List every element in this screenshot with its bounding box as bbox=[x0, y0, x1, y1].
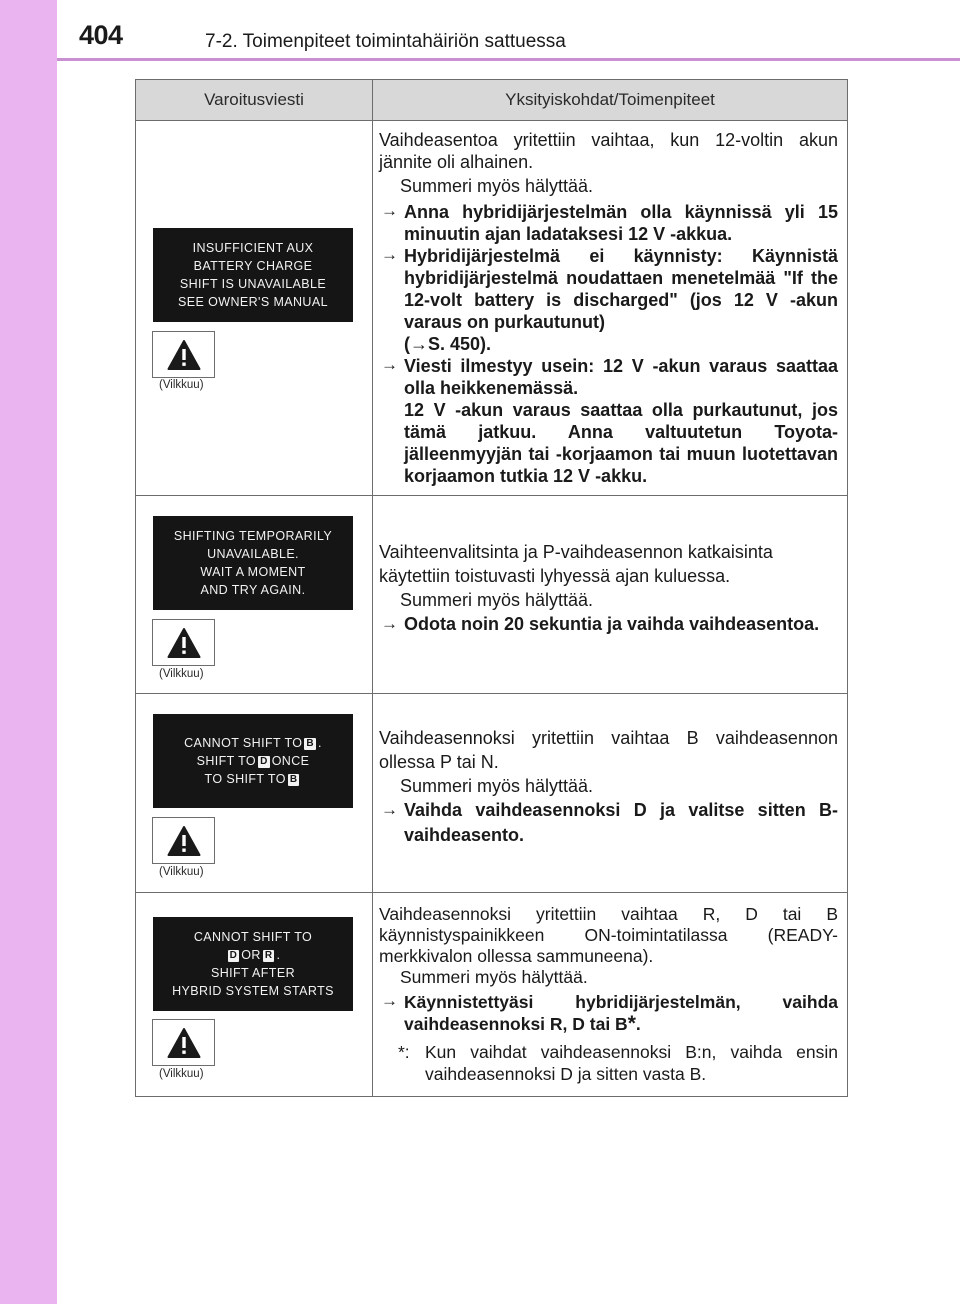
details-cell bbox=[373, 496, 848, 694]
screen-line: AND TRY AGAIN. bbox=[200, 583, 306, 597]
display-message-screen bbox=[153, 917, 353, 1011]
action-item: → Hybridijärjestelmä ei käynnisty: Käynnistä hybridijärjestelmä noudattaen menetelmää "If the 12-volt battery is discharged" (jos 12 V -akun varaus on purkautunut) (→S. 450). bbox=[381, 245, 838, 354]
action-item bbox=[379, 201, 838, 245]
display-message-screen bbox=[153, 714, 353, 808]
page-number: 404 bbox=[79, 20, 123, 50]
screen-line: CANNOT SHIFT TO bbox=[193, 930, 313, 944]
flashing-label: (Vilkkuu) bbox=[159, 379, 204, 391]
screen-line: INSUFFICIENT AUX bbox=[192, 241, 314, 255]
page-reference: S. 450). bbox=[428, 334, 492, 354]
screen-line: SHIFT AFTER bbox=[210, 966, 296, 980]
action-item bbox=[379, 612, 838, 637]
arrow-icon: → bbox=[381, 614, 398, 633]
screen-line: HYBRID SYSTEM STARTS bbox=[172, 984, 334, 998]
arrow-icon: → bbox=[381, 991, 398, 1010]
screen-text: SHIFT TO bbox=[196, 754, 257, 768]
footnote-text: Kun vaihdat vaihdeasennoksi B:n, vaihda ensin vaihdeasennoksi D ja sitten vasta B. bbox=[425, 1042, 838, 1084]
footnote-marker: *: bbox=[398, 1042, 410, 1062]
master-warning-icon-box bbox=[152, 331, 215, 378]
ref-arrow-icon: → bbox=[410, 334, 428, 354]
details-cell bbox=[373, 121, 848, 496]
buzzer-text: Summeri myös hälyttää. bbox=[400, 590, 594, 610]
warning-message-cell bbox=[136, 121, 373, 496]
warning-message-cell bbox=[136, 496, 373, 694]
side-color-strip bbox=[0, 0, 57, 1304]
table-row bbox=[136, 121, 848, 496]
arrow-icon: → bbox=[381, 800, 398, 819]
warning-triangle-icon bbox=[167, 627, 201, 659]
footnote bbox=[379, 1041, 838, 1085]
buzzer-text: Summeri myös hälyttää. bbox=[400, 967, 588, 987]
table-row bbox=[136, 893, 848, 1097]
warning-triangle-icon bbox=[167, 825, 201, 857]
gear-b-symbol: B bbox=[306, 738, 315, 749]
column-header-details: Yksityiskohdat/Toimenpiteet bbox=[373, 80, 848, 121]
warning-message-cell bbox=[136, 893, 373, 1097]
warning-triangle-icon bbox=[167, 1027, 201, 1059]
buzzer-text: Summeri myös hälyttää. bbox=[400, 176, 594, 196]
screen-text: OR bbox=[241, 948, 261, 962]
screen-line bbox=[153, 752, 353, 770]
table-row bbox=[136, 496, 848, 694]
screen-line: SEE OWNER'S MANUAL bbox=[178, 295, 328, 309]
gear-r-symbol: R bbox=[264, 950, 273, 961]
arrow-icon: → bbox=[381, 201, 398, 220]
description-text: Vaihteenvalitsinta ja P-vaihdeasennon katkaisinta käytettiin toistuvasti lyhyessä ajan kuluessa. bbox=[379, 542, 773, 586]
details-cell bbox=[373, 893, 848, 1097]
screen-line: SHIFT IS UNAVAILABLE bbox=[179, 277, 327, 291]
buzzer-text: Summeri myös hälyttää. bbox=[400, 776, 594, 796]
flashing-label: (Vilkkuu) bbox=[159, 1068, 204, 1080]
description-text: Vaihdeasennoksi yritettiin vaihtaa R, D tai B käynnistyspainikkeen ON-toimintatilassa (READY-merkkivalon ollessa sammuneena). bbox=[379, 904, 838, 966]
gear-d-symbol: D bbox=[260, 756, 268, 767]
warning-triangle-icon bbox=[167, 339, 201, 371]
footnote-star: * bbox=[627, 1012, 636, 1035]
warning-message-cell bbox=[136, 694, 373, 893]
arrow-icon: → bbox=[381, 355, 398, 374]
screen-text: . bbox=[318, 736, 322, 750]
description-text: Vaihdeasennoksi yritettiin vaihtaa B vaihdeasennon ollessa P tai N. bbox=[379, 728, 838, 772]
screen-text: TO SHIFT TO bbox=[204, 772, 286, 786]
screen-line bbox=[153, 770, 353, 788]
screen-line: UNAVAILABLE. bbox=[207, 547, 299, 561]
master-warning-icon-box bbox=[152, 619, 215, 666]
screen-line: BATTERY CHARGE bbox=[193, 259, 313, 273]
details-cell bbox=[373, 694, 848, 893]
header-rule bbox=[57, 58, 960, 61]
action-item bbox=[379, 798, 838, 848]
display-message-screen bbox=[153, 228, 353, 322]
gear-b-symbol: B bbox=[289, 774, 298, 785]
screen-line: SHIFTING TEMPORARILY bbox=[173, 529, 333, 543]
action-item: → Käynnistettyäsi hybridijärjestelmän, vaihda vaihdeasennoksi R, D tai B*. bbox=[381, 991, 838, 1035]
action-text: Vaihda vaihdeasennoksi D ja valitse sitten B-vaihdeasento. bbox=[404, 800, 838, 845]
gear-d-symbol: D bbox=[229, 950, 238, 961]
screen-text: ONCE bbox=[271, 754, 310, 768]
screen-text: . bbox=[276, 948, 281, 962]
column-header-warning: Varoitusviesti bbox=[136, 80, 373, 121]
action-text: 12 V -akun varaus saattaa olla purkautunut, jos tämä jatkuu. Anna valtuutetun Toyota-jälleenmyyjän tai -korjaamon tai muun luotettavan korjaamon tutkia 12 V -akku. bbox=[404, 400, 838, 486]
action-text: Anna hybridijärjestelmän olla käynnissä yli 15 minuutin ajan ladataksesi 12 V -akkua. bbox=[404, 202, 838, 244]
screen-text: CANNOT SHIFT TO bbox=[184, 736, 303, 750]
warning-message-table bbox=[135, 79, 848, 1097]
table-header-row bbox=[136, 80, 848, 121]
action-text: Käynnistettyäsi hybridijärjestelmän, vaihda vaihdeasennoksi R, D tai B bbox=[404, 992, 838, 1034]
action-text: Viesti ilmestyy usein: 12 V -akun varaus saattaa olla heikkenemässä. bbox=[404, 356, 838, 398]
screen-line bbox=[153, 734, 353, 752]
action-item bbox=[379, 355, 838, 487]
flashing-label: (Vilkkuu) bbox=[159, 668, 204, 680]
table-row bbox=[136, 694, 848, 893]
master-warning-icon-box bbox=[152, 1019, 215, 1066]
arrow-icon: → bbox=[381, 245, 398, 264]
display-message-screen bbox=[153, 516, 353, 610]
action-text: Odota noin 20 sekuntia ja vaihda vaihdeasentoa. bbox=[404, 614, 820, 634]
description-text: Vaihdeasentoa yritettiin vaihtaa, kun 12-voltin akun jännite oli alhainen. bbox=[379, 130, 838, 172]
master-warning-icon-box bbox=[152, 817, 215, 864]
flashing-label: (Vilkkuu) bbox=[159, 866, 204, 878]
section-title: 7-2. Toimenpiteet toimintahäiriön sattuessa bbox=[205, 31, 566, 52]
screen-line bbox=[153, 946, 353, 964]
page-header bbox=[57, 0, 960, 62]
action-text: Hybridijärjestelmä ei käynnisty: Käynnistä hybridijärjestelmä noudattaen menetelmää "If the 12-volt battery is discharged" (jos 12 V -akun varaus on purkautunut) bbox=[404, 246, 838, 332]
screen-line: WAIT A MOMENT bbox=[200, 565, 306, 579]
